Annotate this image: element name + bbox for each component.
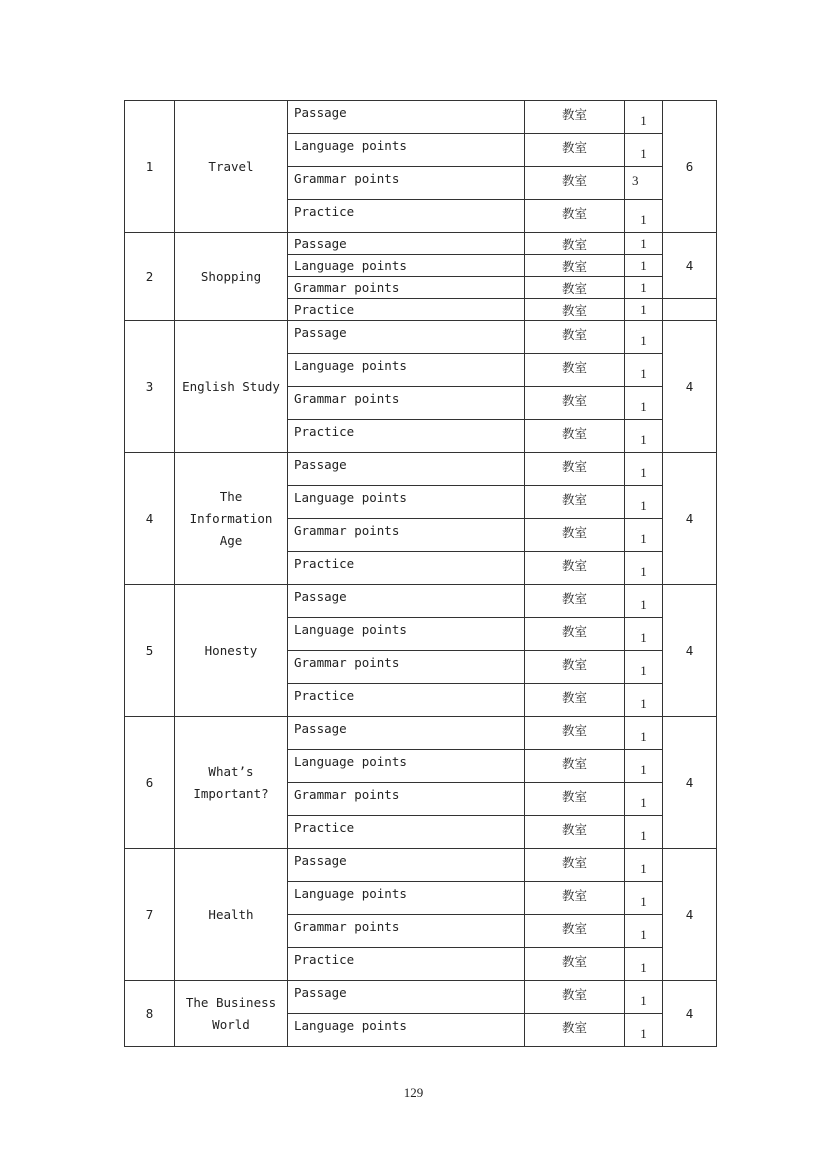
lesson-hours: 1: [625, 552, 663, 585]
lesson-hours: 1: [625, 750, 663, 783]
unit-number: 8: [125, 981, 175, 1047]
lesson-place: 教室: [525, 101, 625, 134]
lesson-hours: 1: [625, 486, 663, 519]
lesson-place: 教室: [525, 717, 625, 750]
lesson-hours: 1: [625, 684, 663, 717]
lesson-hours: 1: [625, 299, 663, 321]
lesson-item: Practice: [288, 552, 525, 585]
unit-total-hours: 4: [663, 321, 717, 453]
lesson-item: Passage: [288, 981, 525, 1014]
unit-number: 3: [125, 321, 175, 453]
lesson-item: Passage: [288, 101, 525, 134]
lesson-hours: 1: [625, 255, 663, 277]
unit-title: [175, 101, 288, 233]
lesson-item: Passage: [288, 585, 525, 618]
lesson-item: Language points: [288, 134, 525, 167]
lesson-item: Grammar points: [288, 277, 525, 299]
unit-title: [175, 233, 288, 321]
lesson-item: Language points: [288, 255, 525, 277]
lesson-item: Practice: [288, 200, 525, 233]
lesson-place: 教室: [525, 816, 625, 849]
lesson-item: Language points: [288, 1014, 525, 1047]
unit-total-hours: 4: [663, 849, 717, 981]
lesson-hours: 1: [625, 453, 663, 486]
unit-title-line: The: [219, 488, 243, 504]
table-row: [125, 849, 717, 882]
unit-number: 6: [125, 717, 175, 849]
schedule-table: [124, 100, 717, 1047]
lesson-item: Passage: [288, 321, 525, 354]
lesson-hours: 1: [625, 387, 663, 420]
unit-title: [175, 585, 288, 717]
lesson-place: 教室: [525, 882, 625, 915]
lesson-place: 教室: [525, 915, 625, 948]
unit-title: [175, 981, 288, 1047]
unit-title: [175, 453, 288, 585]
unit-total-hours: 4: [663, 233, 717, 299]
unit-title: [175, 849, 288, 981]
lesson-item: Passage: [288, 849, 525, 882]
unit-title-line: Health: [208, 906, 254, 922]
unit-title-line: Age: [219, 532, 243, 548]
lesson-place: 教室: [525, 585, 625, 618]
lesson-place: 教室: [525, 948, 625, 981]
lesson-hours: 1: [625, 849, 663, 882]
lesson-hours: 1: [625, 1014, 663, 1047]
lesson-hours: 1: [625, 585, 663, 618]
unit-title-line: Shopping: [200, 268, 262, 284]
lesson-place: 教室: [525, 750, 625, 783]
lesson-place: 教室: [525, 552, 625, 585]
lesson-hours: 1: [625, 233, 663, 255]
lesson-item: Grammar points: [288, 651, 525, 684]
lesson-hours: 1: [625, 651, 663, 684]
unit-title-line: Important?: [193, 785, 269, 801]
lesson-item: Passage: [288, 233, 525, 255]
lesson-item: Practice: [288, 299, 525, 321]
lesson-place: 教室: [525, 684, 625, 717]
lesson-item: Language points: [288, 618, 525, 651]
schedule-table-body: [125, 101, 717, 1047]
lesson-place: 教室: [525, 200, 625, 233]
unit-total-hours: 6: [663, 101, 717, 233]
lesson-place: 教室: [525, 519, 625, 552]
lesson-place: 教室: [525, 387, 625, 420]
lesson-item: Grammar points: [288, 915, 525, 948]
lesson-place: 教室: [525, 420, 625, 453]
unit-number: 5: [125, 585, 175, 717]
lesson-place: 教室: [525, 299, 625, 321]
empty-cell: [663, 299, 717, 321]
page-number: 129: [403, 1085, 424, 1100]
lesson-item: Language points: [288, 882, 525, 915]
lesson-place: 教室: [525, 354, 625, 387]
unit-total-hours: 4: [663, 717, 717, 849]
unit-title-line: Information: [189, 510, 273, 526]
lesson-item: Language points: [288, 750, 525, 783]
lesson-item: Passage: [288, 717, 525, 750]
unit-title-line: The Business: [185, 994, 277, 1010]
lesson-hours: 1: [625, 354, 663, 387]
lesson-item: Grammar points: [288, 783, 525, 816]
unit-number: 4: [125, 453, 175, 585]
lesson-hours: 1: [625, 519, 663, 552]
lesson-place: 教室: [525, 783, 625, 816]
unit-title: [175, 321, 288, 453]
unit-total-hours: 4: [663, 585, 717, 717]
lesson-hours: 1: [625, 981, 663, 1014]
lesson-hours: 1: [625, 321, 663, 354]
unit-title-line: World: [212, 1016, 250, 1032]
lesson-item: Passage: [288, 453, 525, 486]
lesson-hours: 1: [625, 717, 663, 750]
lesson-hours: 1: [625, 915, 663, 948]
lesson-hours: 3: [625, 167, 663, 200]
lesson-place: 教室: [525, 134, 625, 167]
lesson-item: Grammar points: [288, 167, 525, 200]
unit-number: 2: [125, 233, 175, 321]
table-row: [125, 101, 717, 134]
lesson-item: Language points: [288, 354, 525, 387]
table-row: [125, 233, 717, 255]
lesson-place: 教室: [525, 849, 625, 882]
lesson-item: Grammar points: [288, 519, 525, 552]
table-row: [125, 585, 717, 618]
lesson-place: 教室: [525, 981, 625, 1014]
table-row: [125, 717, 717, 750]
lesson-hours: 1: [625, 882, 663, 915]
unit-number: 1: [125, 101, 175, 233]
table-row: [125, 453, 717, 486]
lesson-item: Language points: [288, 486, 525, 519]
lesson-item: Practice: [288, 948, 525, 981]
lesson-place: 教室: [525, 233, 625, 255]
lesson-place: 教室: [525, 453, 625, 486]
lesson-place: 教室: [525, 486, 625, 519]
unit-title-line: What’s: [208, 763, 254, 779]
lesson-place: 教室: [525, 255, 625, 277]
unit-title-line: Honesty: [204, 642, 258, 658]
unit-title-line: English Study: [182, 378, 280, 394]
lesson-place: 教室: [525, 618, 625, 651]
lesson-hours: 1: [625, 134, 663, 167]
lesson-place: 教室: [525, 651, 625, 684]
lesson-hours: 1: [625, 783, 663, 816]
table-row: [125, 321, 717, 354]
lesson-hours: 1: [625, 101, 663, 134]
table-row: [125, 981, 717, 1014]
lesson-hours: 1: [625, 816, 663, 849]
unit-title-line: Travel: [208, 158, 254, 174]
unit-total-hours: 4: [663, 453, 717, 585]
lesson-item: Practice: [288, 816, 525, 849]
lesson-hours: 1: [625, 618, 663, 651]
lesson-hours: 1: [625, 948, 663, 981]
lesson-place: 教室: [525, 167, 625, 200]
lesson-item: Grammar points: [288, 387, 525, 420]
lesson-place: 教室: [525, 321, 625, 354]
lesson-hours: 1: [625, 200, 663, 233]
lesson-place: 教室: [525, 1014, 625, 1047]
unit-total-hours: 4: [663, 981, 717, 1047]
lesson-item: Practice: [288, 420, 525, 453]
lesson-hours: 1: [625, 277, 663, 299]
lesson-item: Practice: [288, 684, 525, 717]
lesson-place: 教室: [525, 277, 625, 299]
unit-number: 7: [125, 849, 175, 981]
unit-title: [175, 717, 288, 849]
lesson-hours: 1: [625, 420, 663, 453]
